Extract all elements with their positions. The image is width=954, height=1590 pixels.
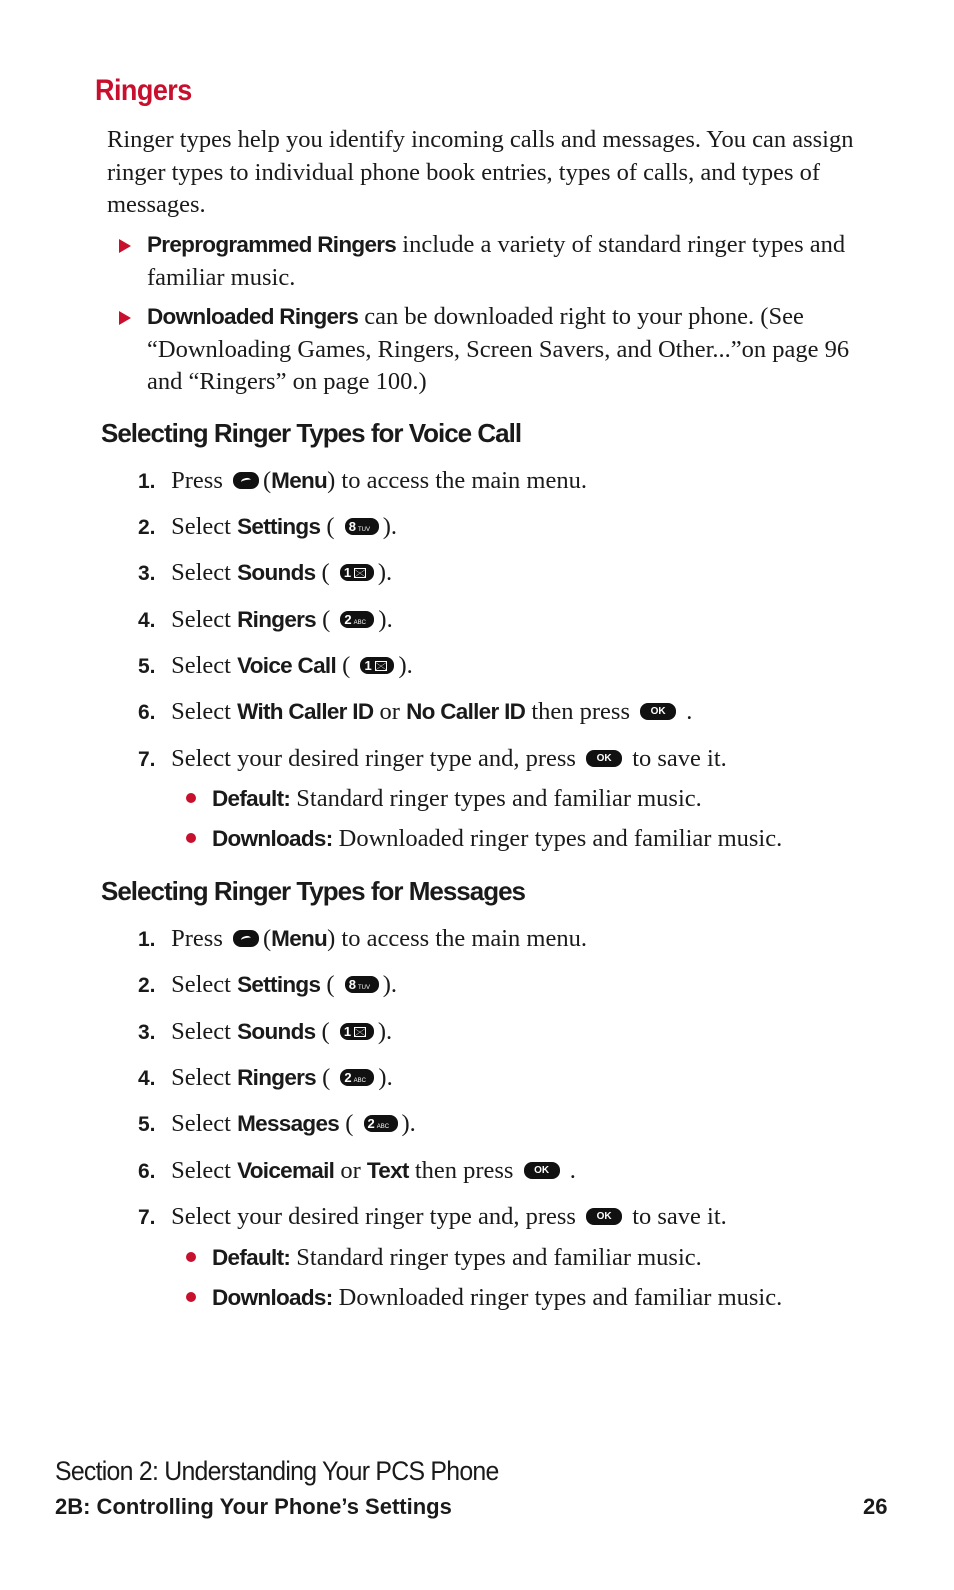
messages-option-default: Default: Standard ringer types and familiar music. [186,1241,702,1275]
messages-step-6: 6. Select Voicemail or Text then press OK . [138,1157,576,1184]
voice-step-7: 7. Select your desired ringer type and, press OK to save it. [138,745,727,772]
footer-chapter-title: 2B: Controlling Your Phone’s Settings [55,1494,452,1519]
key-8-icon: 8 TUV [345,518,379,535]
messages-step-7: 7. Select your desired ringer type and, press OK to save it. [138,1203,727,1230]
ok-key-icon: OK [640,703,676,720]
triangle-bullet-icon [119,311,131,325]
voice-option-default: Default: Standard ringer types and familiar music. [186,782,702,816]
intro-paragraph: Ringer types help you identify incoming calls and messages. You can assign ringer types to individual phone book entries, types of calls, and types of messages. [107,126,854,218]
key-8-icon: 8 TUV [345,976,379,993]
envelope-icon [354,568,366,578]
bullet-downloaded-ringers: Downloaded Ringers can be downloaded right to your phone. (See “Downloading Games, Ringers, Screen Savers, and Other...”on page 96 and “Ringers” on page 100.) [147,301,867,399]
voice-step-1: 1. Press (Menu) to access the main menu. [138,467,587,494]
red-dot-bullet-icon [186,793,196,803]
menu-key-icon [233,472,259,489]
voice-step-5: 5. Select Voice Call ( 1 ). [138,652,413,679]
ok-key-icon: OK [586,1208,622,1225]
messages-heading: Selecting Ringer Types for Messages [101,876,525,906]
key-1-icon: 1 [340,1023,374,1040]
page-title: Ringers [95,74,192,107]
key-2-icon: 2 ABC [364,1115,398,1132]
ok-key-icon: OK [586,750,622,767]
menu-key-icon [233,930,259,947]
voice-call-heading: Selecting Ringer Types for Voice Call [101,418,522,448]
page-number: 26 [863,1494,888,1519]
messages-step-4: 4. Select Ringers ( 2 ABC ). [138,1064,393,1091]
envelope-icon [354,1027,366,1037]
key-2-icon: 2 ABC [340,611,374,628]
red-dot-bullet-icon [186,833,196,843]
envelope-icon [375,661,387,671]
voice-step-3: 3. Select Sounds ( 1 ). [138,559,393,586]
messages-step-3: 3. Select Sounds ( 1 ). [138,1018,393,1045]
voice-step-4: 4. Select Ringers ( 2 ABC ). [138,606,393,633]
red-dot-bullet-icon [186,1252,196,1262]
voice-step-2: 2. Select Settings ( 8 TUV ). [138,513,398,540]
key-1-icon: 1 [360,657,394,674]
messages-step-5: 5. Select Messages ( 2 ABC ). [138,1110,416,1137]
messages-step-2: 2. Select Settings ( 8 TUV ). [138,971,398,998]
voice-step-6: 6. Select With Caller ID or No Caller ID then press OK . [138,698,693,725]
footer-section-title: Section 2: Understanding Your PCS Phone [55,1456,499,1486]
bullet-preprogrammed-ringers: Preprogrammed Ringers include a variety of standard ringer types and familiar music. [147,229,867,294]
voice-option-downloads: Downloads: Downloaded ringer types and familiar music. [186,822,782,856]
key-2-icon: 2 ABC [340,1069,374,1086]
key-1-icon: 1 [340,564,374,581]
triangle-bullet-icon [119,239,131,253]
messages-step-1: 1. Press (Menu) to access the main menu. [138,925,587,952]
ok-key-icon: OK [524,1162,560,1179]
red-dot-bullet-icon [186,1292,196,1302]
messages-option-downloads: Downloads: Downloaded ringer types and familiar music. [186,1281,782,1315]
